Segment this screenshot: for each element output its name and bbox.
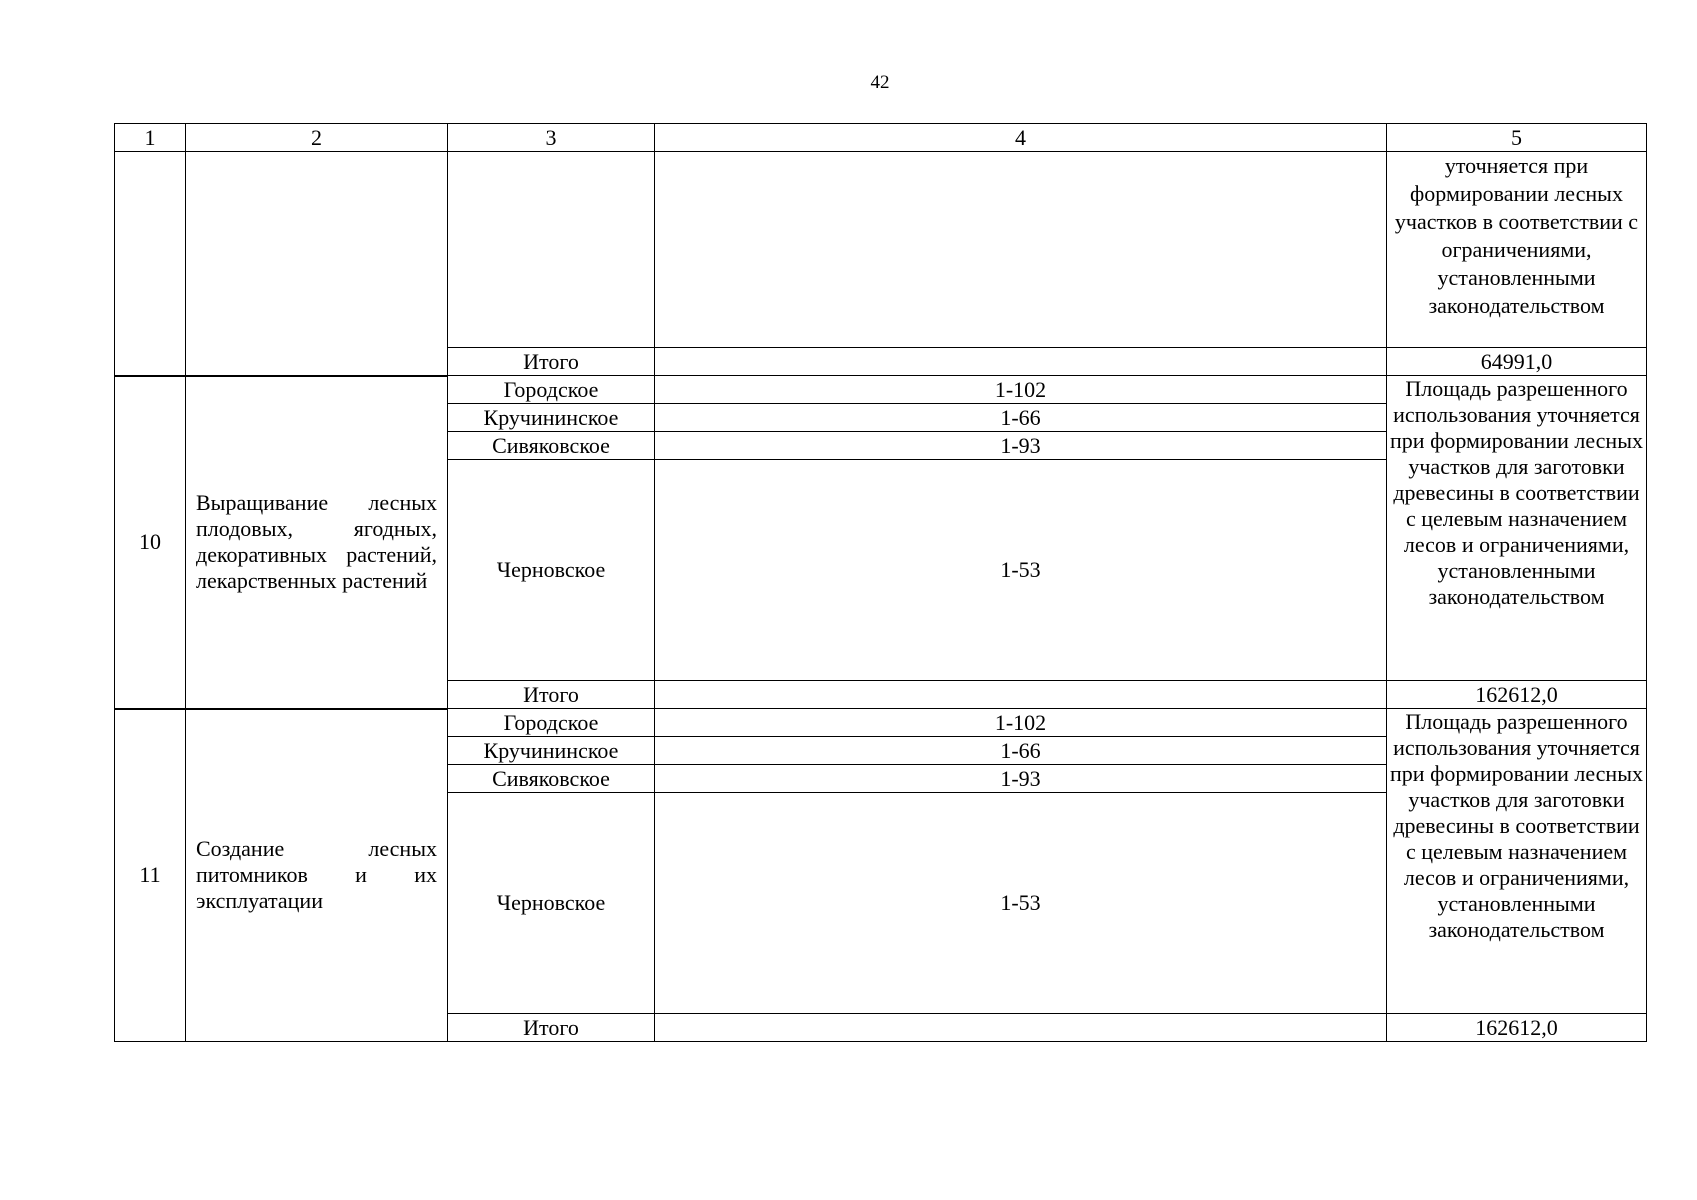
forestry-name: Городское <box>448 376 655 404</box>
table-row <box>115 152 1647 348</box>
forest-use-table <box>114 123 1647 1042</box>
forestry-name: Кручининское <box>448 737 655 765</box>
quarters-range: 1-102 <box>655 376 1387 404</box>
page-number: 42 <box>870 72 890 93</box>
quarters-range: 1-102 <box>655 709 1387 737</box>
forestry-name: Черновское <box>448 460 655 681</box>
forestry-cell <box>448 152 655 348</box>
total-value: 162612,0 <box>1387 681 1647 709</box>
quarters-range: 1-93 <box>655 765 1387 793</box>
header-cell: 3 <box>448 124 655 152</box>
total-value: 162612,0 <box>1387 1014 1647 1042</box>
header-cell: 4 <box>655 124 1387 152</box>
total-empty-cell <box>655 1014 1387 1042</box>
table-row <box>115 376 1647 404</box>
quarters-range: 1-93 <box>655 432 1387 460</box>
quarters-range: 1-53 <box>655 793 1387 1014</box>
total-label: Итого <box>448 1014 655 1042</box>
total-empty-cell <box>655 348 1387 376</box>
forestry-name: Черновское <box>448 793 655 1014</box>
table-row <box>115 709 1647 737</box>
total-label: Итого <box>448 681 655 709</box>
group-number: 11 <box>115 709 186 1042</box>
header-cell: 2 <box>186 124 448 152</box>
note-cell: уточняется при формировании лесных участков в соответствии с ограничениями, установленными законодательством <box>1387 152 1647 348</box>
forestry-name: Сивяковское <box>448 765 655 793</box>
group-number: 10 <box>115 376 186 709</box>
quarters-cell <box>655 152 1387 348</box>
quarters-range: 1-66 <box>655 737 1387 765</box>
header-cell: 5 <box>1387 124 1647 152</box>
table-header-row <box>115 124 1647 152</box>
forestry-name: Кручининское <box>448 404 655 432</box>
total-empty-cell <box>655 681 1387 709</box>
quarters-range: 1-66 <box>655 404 1387 432</box>
group-name: Выращивание лесных плодовых, ягодных, декоративных растений, лекарственных растений <box>186 376 448 709</box>
total-value: 64991,0 <box>1387 348 1647 376</box>
note-cell: Площадь разрешенного использования уточняется при формировании лесных участков для заготовки древесины в соответствии с целевым назначением лесов и ограничениями, установленными законодательством <box>1387 376 1647 681</box>
group-name: Создание лесных питомников и их эксплуатации <box>186 709 448 1042</box>
total-label: Итого <box>448 348 655 376</box>
header-cell: 1 <box>115 124 186 152</box>
note-cell: Площадь разрешенного использования уточняется при формировании лесных участков для заготовки древесины в соответствии с целевым назначением лесов и ограничениями, установленными законодательством <box>1387 709 1647 1014</box>
forestry-name: Сивяковское <box>448 432 655 460</box>
quarters-range: 1-53 <box>655 460 1387 681</box>
group-number-cell <box>115 152 186 376</box>
group-name-cell <box>186 152 448 376</box>
forestry-name: Городское <box>448 709 655 737</box>
